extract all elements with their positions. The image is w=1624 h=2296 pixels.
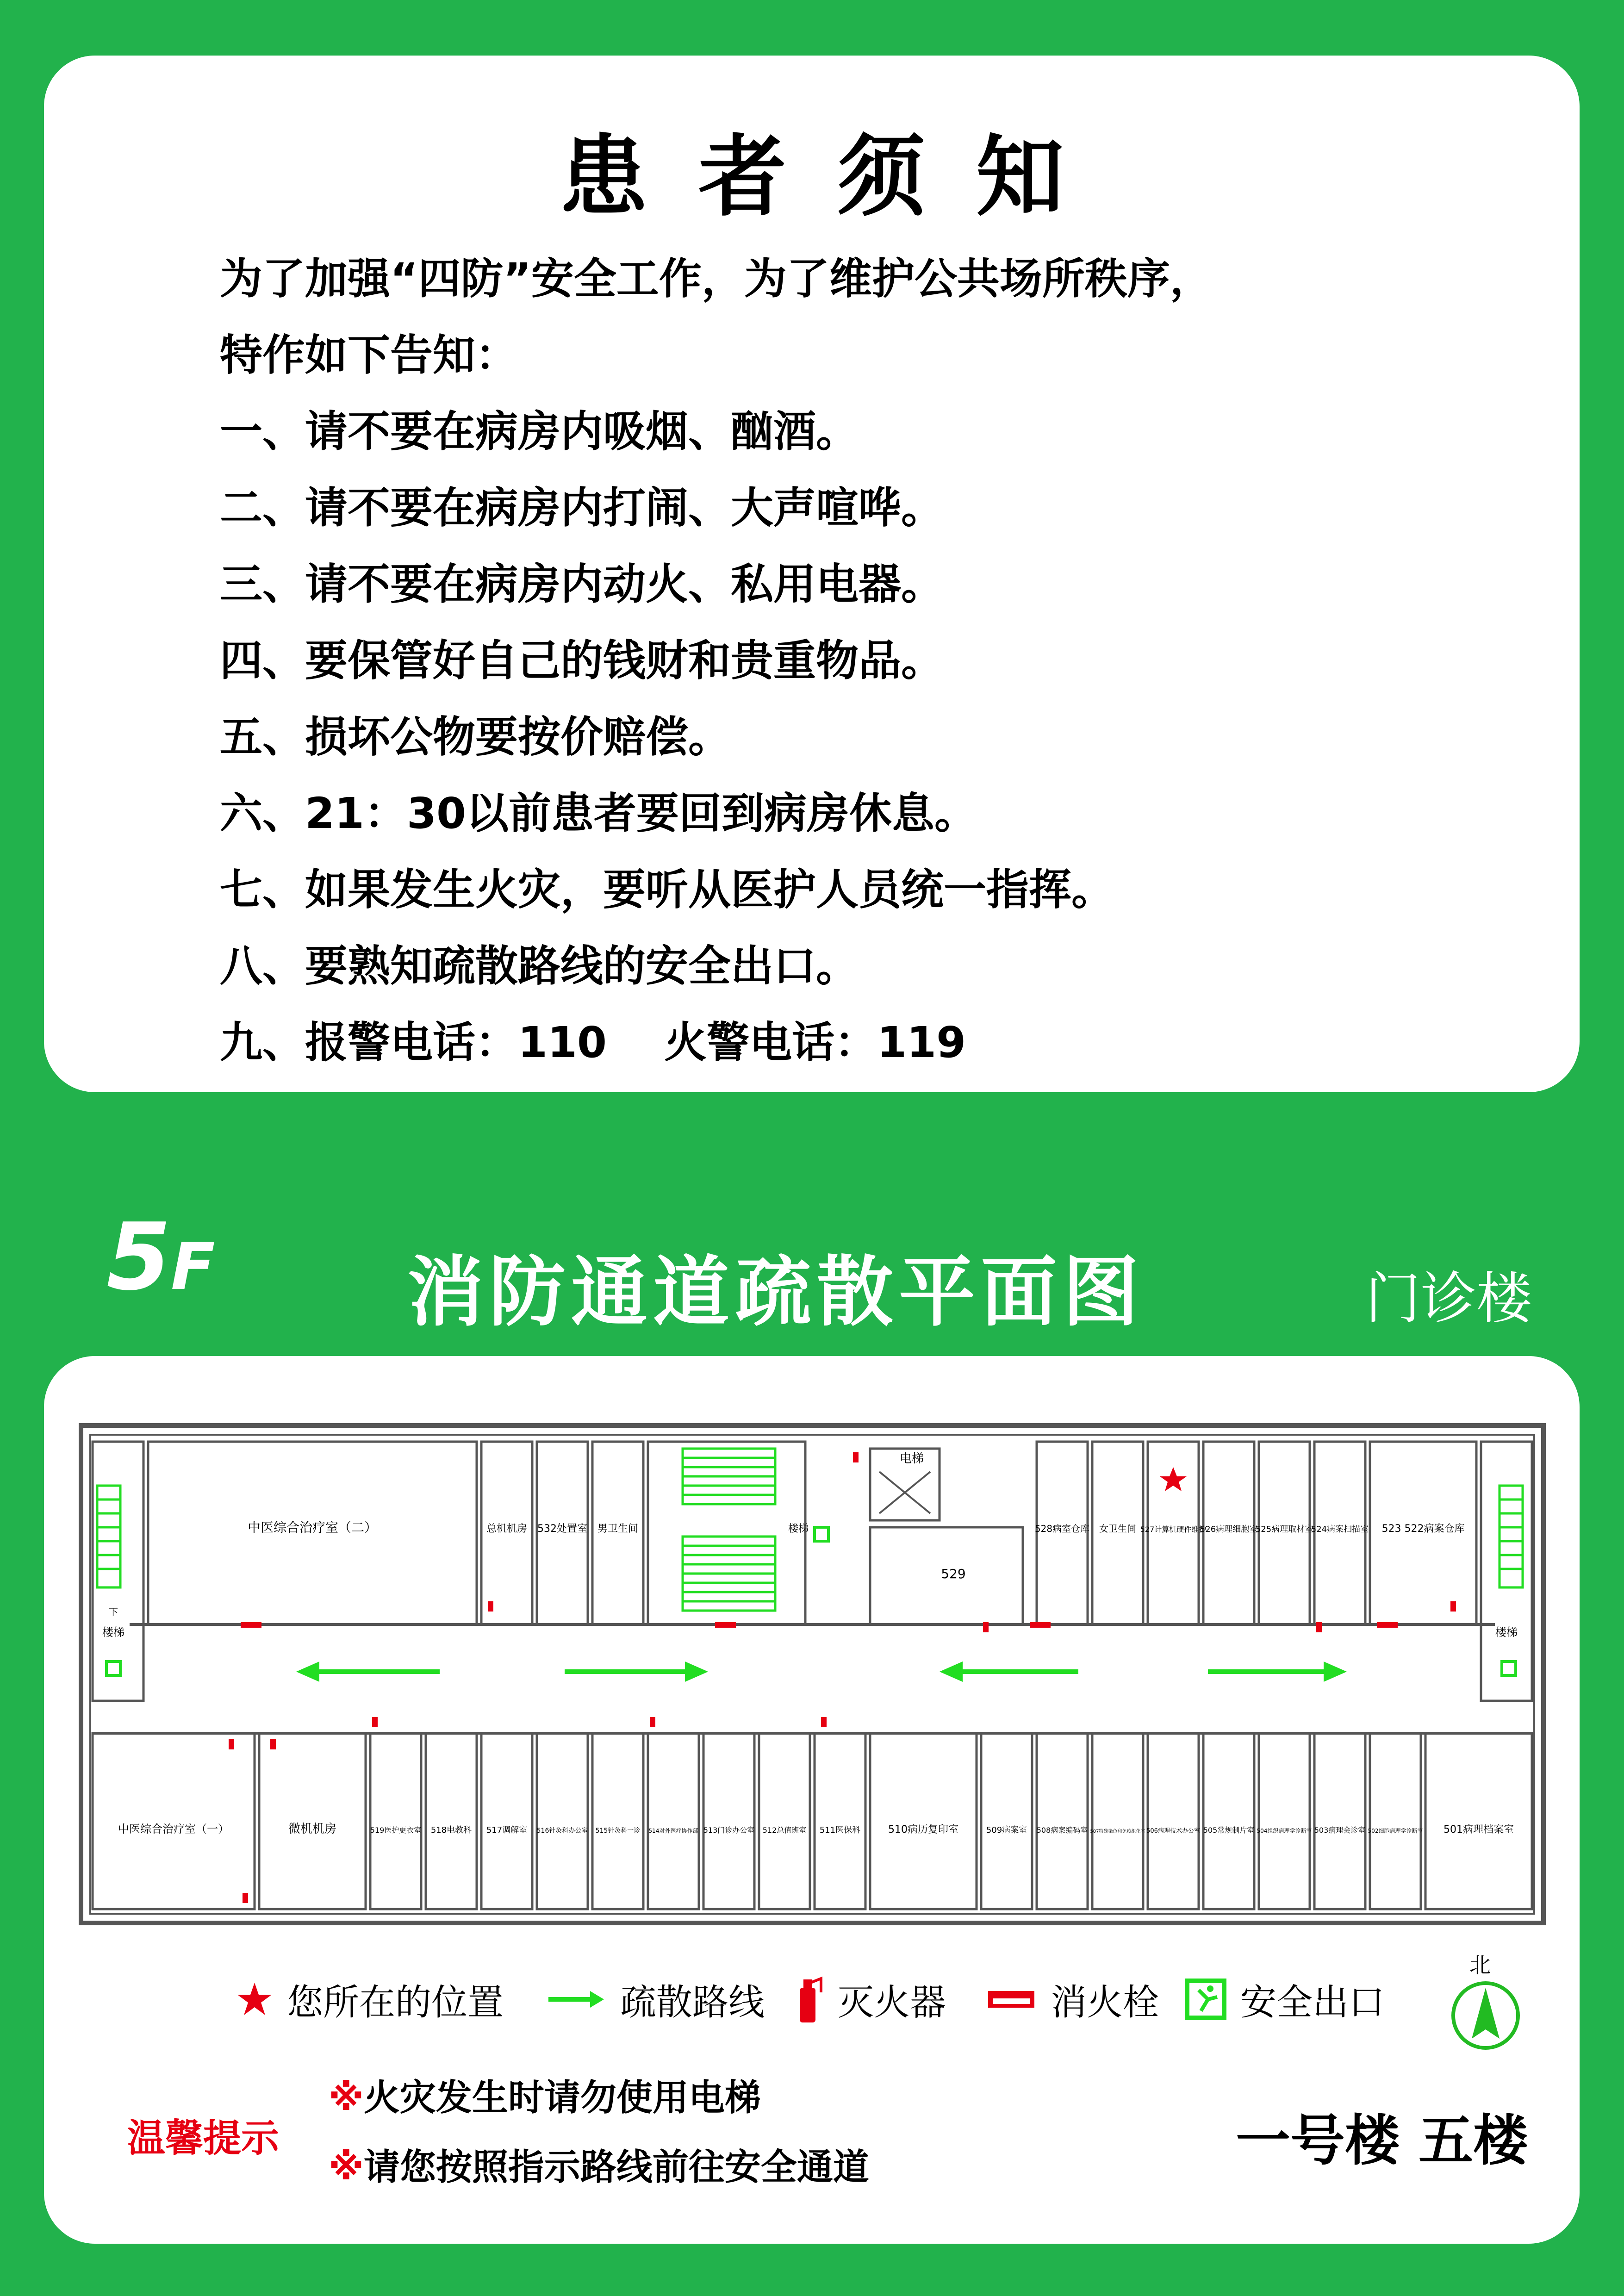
extinguisher-icon <box>821 1717 827 1727</box>
tip-mark: ※ <box>329 2077 364 2119</box>
room-label: 515针灸科一诊 <box>595 1827 641 1835</box>
stair-treads-center <box>683 1449 775 1611</box>
room-513 <box>703 1733 754 1909</box>
extinguisher-icon <box>1316 1622 1322 1632</box>
room-502 <box>1370 1733 1421 1909</box>
extinguisher-icon <box>1450 1601 1456 1612</box>
hydrant-icon <box>715 1622 736 1628</box>
stair-treads-right <box>1500 1486 1523 1587</box>
exit-icon <box>815 1527 828 1541</box>
legend-route-label: 疏散路线 <box>620 1982 765 2023</box>
room-label: 507特殊染色和免疫组化室 <box>1090 1829 1145 1834</box>
stair-down-label: 下 <box>109 1606 118 1618</box>
route-arrow-right-1 <box>565 1661 708 1682</box>
room-518 <box>426 1733 477 1909</box>
notice-line: 七、如果发生火灾，要听从医护人员统一指挥。 <box>220 865 1114 915</box>
evacuation-arrows <box>296 1661 1347 1682</box>
stair-treads-left <box>97 1486 120 1587</box>
fire-hydrant-icon <box>986 1985 1037 2013</box>
north-arrow-icon <box>1453 1983 1518 2048</box>
room-label: 513门诊办公室 <box>703 1826 755 1835</box>
room-label: 男卫生间 <box>597 1523 639 1535</box>
notice-line: 九、报警电话：110 火警电话：119 <box>220 1018 966 1067</box>
room-label: 总机机房 <box>486 1523 528 1535</box>
fire-extinguisher-icon <box>791 1974 824 2025</box>
notice-line: 二、请不要在病房内打闹、大声喧哗。 <box>220 483 944 533</box>
notice-line: 三、请不要在病房内动火、私用电器。 <box>220 560 944 609</box>
room-516 <box>537 1733 588 1909</box>
room-507 <box>1092 1733 1143 1909</box>
room-label: 525病理取材室 <box>1255 1524 1313 1534</box>
notice-line: 特作如下告知： <box>220 330 518 380</box>
room-509 <box>981 1733 1032 1909</box>
extinguisher-icon <box>488 1601 493 1612</box>
stair-flight-right <box>1500 1486 1523 1587</box>
notice-line: 六、21：30以前患者要回到病房休息。 <box>220 789 977 838</box>
room-label: 529 <box>941 1566 966 1581</box>
legend-exit-label: 安全出口 <box>1240 1982 1385 2023</box>
rooms-bottom <box>93 1733 1532 1909</box>
stair-label-right: 楼梯 <box>1495 1626 1518 1639</box>
building-label: 门诊楼 <box>1365 1267 1532 1331</box>
room-label: 518电教科 <box>430 1825 472 1835</box>
notice-line: 八、要熟知疏散路线的安全出口。 <box>220 941 859 991</box>
room-label: 楼梯 <box>788 1523 809 1535</box>
room-stair <box>648 1442 805 1624</box>
extinguisher-icon <box>243 1893 248 1903</box>
legend-route <box>546 1972 765 2027</box>
room-label: 528病室仓库 <box>1034 1523 1090 1534</box>
room-label: 502细胞病理学诊断室 <box>1368 1828 1423 1834</box>
legend-location-label: 您所在的位置 <box>287 1982 504 2023</box>
room-label: 504组织病理学诊断室 <box>1257 1828 1312 1834</box>
extinguisher-icon <box>270 1739 276 1749</box>
legend-hydrant-label: 消火栓 <box>1051 1982 1159 2023</box>
route-arrow-right-2 <box>1208 1661 1347 1682</box>
legend-location <box>236 1972 504 2027</box>
route-arrow-left-2 <box>940 1661 1078 1682</box>
plan-title: 消防通道疏散平面图 <box>407 1248 1145 1337</box>
tip-mark: ※ <box>329 2147 364 2188</box>
extinguisher-icon <box>853 1452 859 1462</box>
room-label: 505常规制片室 <box>1203 1826 1255 1835</box>
stair-flight-left <box>97 1486 120 1587</box>
room-label: 中医综合治疗室（一） <box>118 1823 229 1836</box>
room-label: 516针灸科办公室 <box>536 1827 588 1835</box>
notice-line: 四、要保管好自己的钱财和贵重物品。 <box>220 636 944 685</box>
room-508 <box>1037 1733 1088 1909</box>
notice-line: 为了加强“四防”安全工作，为了维护公共场所秩序， <box>220 254 1213 304</box>
legend-exit <box>1185 1972 1385 2027</box>
room-label: 524病案扫描室 <box>1311 1524 1369 1534</box>
legend-extinguisher <box>791 1972 946 2027</box>
exit-signs <box>106 1527 1516 1675</box>
exit-icon <box>106 1661 120 1675</box>
star-icon <box>236 1981 273 2018</box>
elevator-cross <box>879 1472 930 1513</box>
room-503 <box>1314 1733 1365 1909</box>
room-label: 中医综合治疗室（二） <box>247 1520 378 1535</box>
room-label: 527计算机硬件维护 <box>1140 1525 1207 1534</box>
tip-text: 请您按照指示路线前往安全通道 <box>363 2147 869 2188</box>
arrow-right-icon <box>546 1985 606 2013</box>
tip-text: 火灾发生时请勿使用电梯 <box>363 2077 761 2119</box>
room-505 <box>1203 1733 1254 1909</box>
rooms-top <box>93 1442 1532 1701</box>
notice-line: 五、损坏公物要按价赔偿。 <box>220 712 731 762</box>
hydrant-icon <box>241 1622 261 1628</box>
room-512 <box>759 1733 810 1909</box>
room-514 <box>648 1733 699 1909</box>
extinguishers <box>229 1452 1456 1903</box>
room-label: 514对外医疗协作部 <box>648 1828 698 1834</box>
extinguisher-icon <box>372 1717 378 1727</box>
north-label: 北 <box>1469 1953 1491 1978</box>
room-label: 517调解室 <box>486 1825 528 1835</box>
room-label: 519医护更衣室 <box>370 1826 422 1835</box>
room-micro <box>259 1733 366 1909</box>
room-511 <box>815 1733 865 1909</box>
floor-suffix: F <box>171 1229 215 1305</box>
room-label: 511医保科 <box>819 1825 861 1835</box>
legend-extinguisher-label: 灭火器 <box>838 1982 946 2023</box>
room-label: 523 522病案仓库 <box>1381 1523 1465 1535</box>
hydrant-icon <box>1030 1622 1051 1628</box>
building-floor-label: 一号楼 五楼 <box>1236 2109 1528 2172</box>
tips-label: 温馨提示 <box>127 2116 280 2160</box>
emergency-exit-icon <box>1185 1979 1226 2020</box>
tip-item <box>329 2138 869 2190</box>
room-label: 503病理会诊室 <box>1314 1826 1366 1835</box>
room-label: 526病理细胞室 <box>1200 1524 1258 1534</box>
room-label: 女卫生间 <box>1099 1523 1136 1534</box>
room-label: 508病案编码室 <box>1036 1826 1088 1835</box>
room-label: 506病理技术办公室 <box>1146 1828 1200 1835</box>
floor-number: 5 <box>106 1203 171 1311</box>
room-label: 532处置室 <box>537 1523 587 1535</box>
room-label: 509病案室 <box>986 1825 1027 1835</box>
notice-line: 一、请不要在病房内吸烟、酗酒。 <box>220 407 859 456</box>
route-arrow-left-1 <box>296 1661 440 1682</box>
exit-icon <box>1502 1661 1516 1675</box>
extinguisher-icon <box>650 1717 655 1727</box>
room-515 <box>592 1733 643 1909</box>
you-are-here-star <box>1160 1467 1187 1491</box>
stair-label-left: 楼梯 <box>102 1626 124 1639</box>
legend-hydrant <box>986 1972 1159 2027</box>
hydrant-icon <box>1377 1622 1398 1628</box>
room-label: 510病历复印室 <box>888 1824 958 1836</box>
room-tcm1 <box>93 1733 255 1909</box>
extinguisher-icon <box>229 1739 234 1749</box>
tip-item <box>329 2069 761 2121</box>
notice-title: 患者须知 <box>559 125 1115 228</box>
room-517 <box>481 1733 532 1909</box>
room-510 <box>870 1733 977 1909</box>
room-519 <box>370 1733 421 1909</box>
room-506 <box>1148 1733 1199 1909</box>
room-label: 501病理档案室 <box>1444 1824 1514 1836</box>
room-504 <box>1259 1733 1310 1909</box>
room-label: 512总值班室 <box>762 1826 807 1835</box>
room-label: 电梯 <box>899 1452 924 1466</box>
room-501 <box>1425 1733 1532 1909</box>
room-label: 微机机房 <box>288 1822 337 1836</box>
extinguisher-icon <box>983 1622 989 1632</box>
